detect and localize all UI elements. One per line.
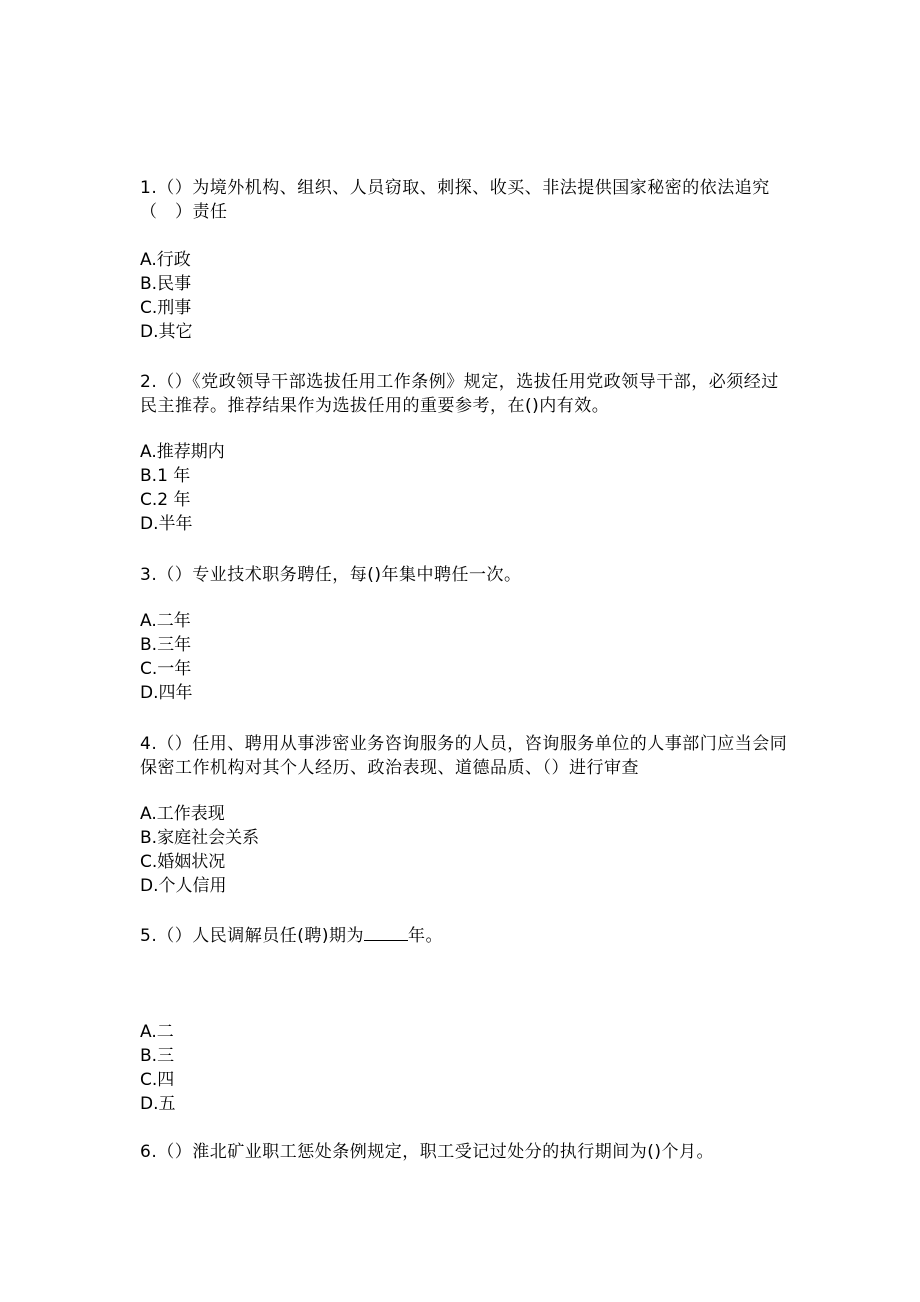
option-list — [140, 609, 790, 705]
option-list — [140, 248, 790, 344]
question-text: 3.（）专业技术职务聘任，每()年集中聘任一次。 — [140, 565, 522, 585]
question-5 — [140, 924, 790, 1116]
option-b: B.1 年 — [140, 466, 191, 486]
option-a: A.工作表现 — [140, 804, 225, 824]
answer-blank — [364, 924, 408, 941]
option-c: C.刑事 — [140, 298, 192, 318]
question-text: 6.（）淮北矿业职工惩处条例规定，职工受记过处分的执行期间为()个月。 — [140, 1142, 714, 1162]
option-c: C.一年 — [140, 659, 192, 679]
option-d: D.四年 — [140, 683, 193, 703]
option-c: C.婚姻状况 — [140, 852, 226, 872]
option-b: B.民事 — [140, 274, 192, 294]
option-list — [140, 1020, 790, 1116]
question-1 — [140, 176, 790, 344]
option-a: A.二 — [140, 1022, 174, 1042]
option-b: B.家庭社会关系 — [140, 828, 260, 848]
option-b: B.三年 — [140, 635, 192, 655]
option-list — [140, 440, 790, 536]
option-a: A.二年 — [140, 611, 191, 631]
option-d: D.其它 — [140, 322, 193, 342]
question-text: 1.（）为境外机构、组织、人员窃取、刺探、收买、非法提供国家秘密的依法追究（ ）责任 — [140, 178, 770, 222]
option-list — [140, 802, 790, 898]
option-c: C.2 年 — [140, 490, 191, 510]
option-d: D.五 — [140, 1094, 176, 1114]
option-c: C.四 — [140, 1070, 175, 1090]
question-4 — [140, 732, 790, 898]
question-text: 2.（）《党政领导干部选拔任用工作条例》规定，选拔任用党政领导干部，必须经过民主推荐。推荐结果作为选拔任用的重要参考，在()内有效。 — [140, 372, 779, 416]
question-text — [140, 924, 790, 948]
option-b: B.三 — [140, 1046, 175, 1066]
question-text-after: 年。 — [407, 926, 443, 946]
option-a: A.行政 — [140, 250, 191, 270]
question-2 — [140, 370, 790, 536]
question-6 — [140, 1140, 790, 1164]
option-d: D.半年 — [140, 514, 193, 534]
option-d: D.个人信用 — [140, 876, 227, 896]
option-a: A.推荐期内 — [140, 442, 225, 462]
question-text-before: 5.（）人民调解员任(聘)期为 — [140, 926, 364, 946]
question-text: 4.（）任用、聘用从事涉密业务咨询服务的人员，咨询服务单位的人事部门应当会同保密工作机构对其个人经历、政治表现、道德品质、（）进行审查 — [140, 734, 788, 778]
question-3 — [140, 563, 790, 705]
